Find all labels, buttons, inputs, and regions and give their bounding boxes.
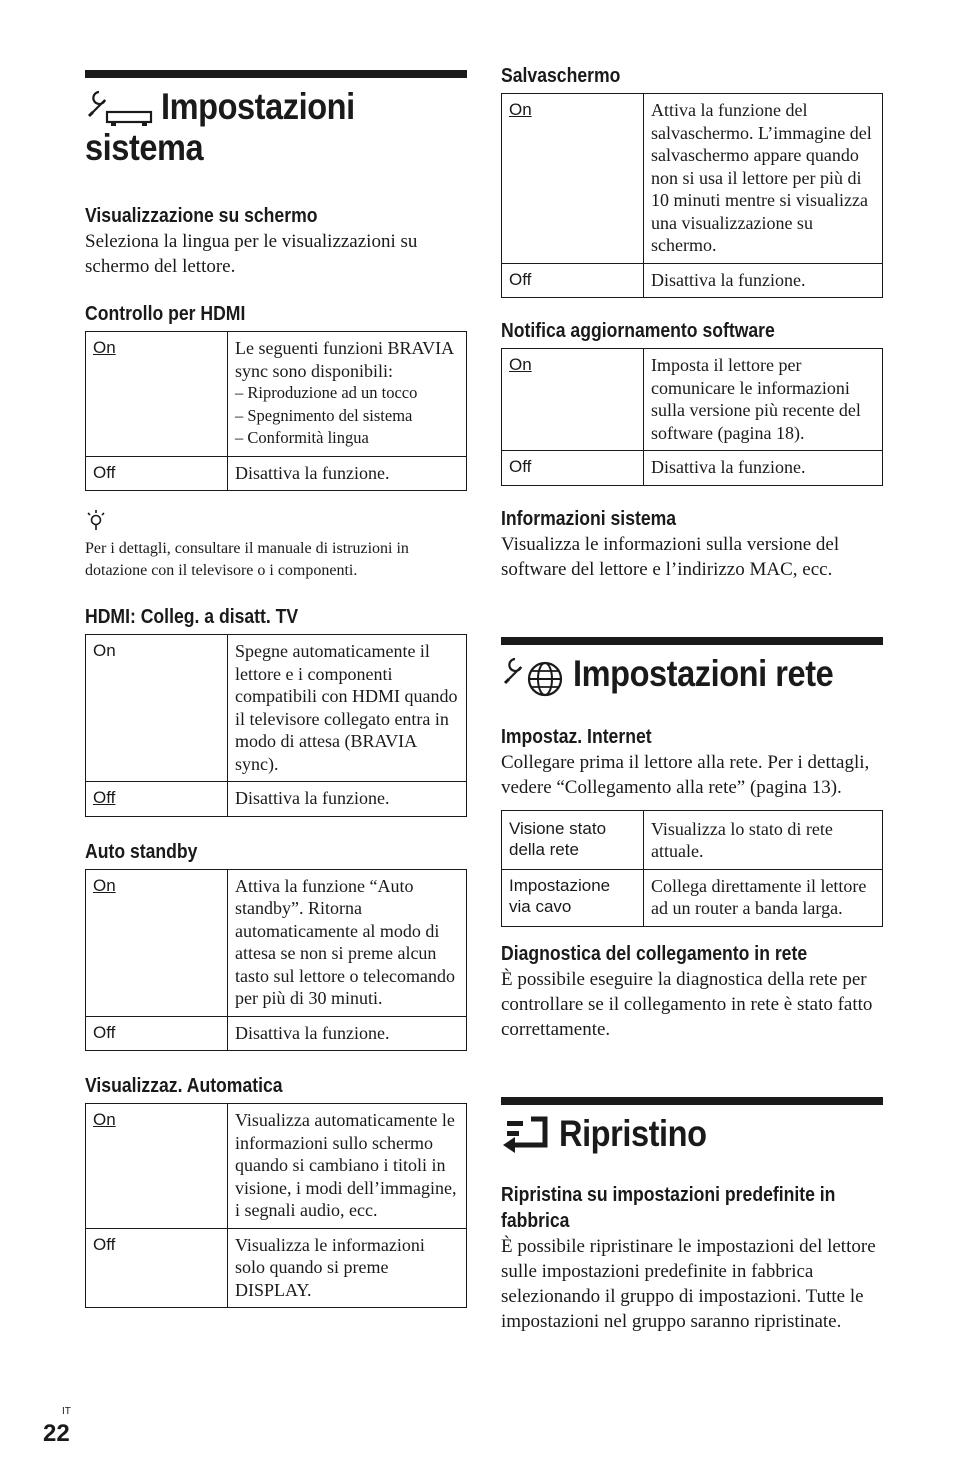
option-label: Off xyxy=(93,1022,116,1042)
table-row xyxy=(502,263,883,298)
section-bar xyxy=(501,1097,883,1105)
table-row xyxy=(86,1104,467,1229)
page-language: IT xyxy=(62,1406,71,1417)
option-desc: Visualizza le informazioni solo quando si preme DISPLAY. xyxy=(235,1234,425,1300)
hdmi-tv-off-heading: HDMI: Colleg. a disatt. TV xyxy=(85,606,299,628)
option-desc: Attiva la funzione “Auto standby”. Ritorna automaticamente al modo di attesa se non si preme alcun tasto sul lettore o telecomando per più di 30 minuti. xyxy=(235,875,455,1008)
option-label: Off xyxy=(93,462,116,482)
factory-heading: Ripristina su impostazioni predefinite in fabbrica xyxy=(501,1183,836,1232)
table-row xyxy=(86,782,467,817)
left-column xyxy=(85,70,467,1308)
auto-display-table xyxy=(85,1103,467,1308)
factory-text: È possibile ripristinare le impostazioni del lettore sulle impostazioni predefinite in fabbrica selezionando il gruppo di impostazioni. Tutte le impostazioni nel gruppo saranno ripristinate. xyxy=(501,1235,876,1332)
internet-heading: Impostaz. Internet xyxy=(501,725,652,748)
table-row xyxy=(86,332,467,457)
option-label: Visione stato della rete xyxy=(509,818,607,859)
list-item: – Spegnimento del sistema xyxy=(235,405,413,425)
option-desc: Disattiva la funzione. xyxy=(651,269,806,290)
option-desc: Attiva la funzione del salvaschermo. L’immagine del salvaschermo appare quando non si usa il lettore per più di 10 minuti mentre si visualizza una visualizzazione su schermo. xyxy=(651,100,872,255)
option-label: On xyxy=(93,1110,116,1129)
diagnostics-heading: Diagnostica del collegamento in rete xyxy=(501,942,808,965)
option-desc: Disattiva la funzione. xyxy=(235,788,390,808)
hdmi-control-heading: Controllo per HDMI xyxy=(85,303,246,325)
list-item: – Conformità lingua xyxy=(235,428,369,447)
option-desc: Collega direttamente il lettore ad un router a banda larga. xyxy=(651,875,867,918)
software-notify-table xyxy=(501,348,883,486)
option-desc: Visualizza lo stato di rete attuale. xyxy=(651,818,833,861)
option-label: On xyxy=(93,338,116,357)
option-label: On xyxy=(509,100,532,119)
tip-bulb-icon xyxy=(85,509,467,538)
table-row xyxy=(502,451,883,486)
option-desc: Imposta il lettore per comunicare le informazioni sulla versione più recente del software (pagina 18). xyxy=(651,355,861,443)
table-row xyxy=(502,94,883,264)
section-bar xyxy=(85,70,467,78)
option-desc: Disattiva la funzione. xyxy=(651,457,806,477)
diagnostics-text: È possibile eseguire la diagnostica della rete per controllare se il collegamento in rete è stato fatto correttamente. xyxy=(501,968,873,1040)
option-desc: Disattiva la funzione. xyxy=(235,462,390,483)
option-label: Impostazione via cavo xyxy=(509,875,611,916)
reset-title xyxy=(501,1111,883,1160)
option-label: Off xyxy=(509,457,532,476)
table-row xyxy=(86,1228,467,1308)
system-info-text: Visualizza le informazioni sulla versione del software del lettore e l’indirizzo MAC, ecc. xyxy=(501,533,840,580)
table-row xyxy=(86,456,467,491)
visualizzazione-text: Seleziona la lingua per le visualizzazioni su schermo del lettore. xyxy=(85,231,418,277)
table-row xyxy=(86,869,467,1016)
section-title-line1: Impostazioni xyxy=(161,86,355,127)
option-label: Off xyxy=(509,269,532,289)
table-row xyxy=(502,869,883,926)
auto-standby-heading: Auto standby xyxy=(85,840,198,863)
section-bar xyxy=(501,637,883,645)
option-label: On xyxy=(509,355,532,374)
option-desc: Visualizza automaticamente le informazioni sullo schermo quando si cambiano i titoli in visione, i modi dell’immagine, i segnali audio, ecc. xyxy=(235,1110,457,1220)
network-settings-title xyxy=(501,651,883,704)
option-desc: Le seguenti funzioni BRAVIA sync sono disponibili: xyxy=(235,338,454,381)
internet-table xyxy=(501,810,883,927)
option-label: On xyxy=(93,641,116,660)
internet-text: Collegare prima il lettore alla rete. Per i dettagli, vedere “Collegamento alla rete” (pagina 13). xyxy=(501,751,870,798)
table-row xyxy=(502,810,883,869)
page-number: 22 xyxy=(43,1420,70,1447)
option-label: On xyxy=(93,875,116,895)
visualizzazione-heading: Visualizzazione su schermo xyxy=(85,205,318,227)
tip-text: Per i dettagli, consultare il manuale di istruzioni in dotazione con il televisore o i componenti. xyxy=(85,540,409,579)
option-label: Off xyxy=(93,1234,116,1254)
table-row xyxy=(502,349,883,451)
system-info-heading: Informazioni sistema xyxy=(501,507,677,530)
list-item: – Riproduzione ad un tocco xyxy=(235,383,418,402)
wrench-globe-icon xyxy=(501,655,567,704)
auto-display-heading: Visualizzaz. Automatica xyxy=(85,1075,283,1097)
screensaver-heading: Salvaschermo xyxy=(501,65,621,87)
option-label: Off xyxy=(93,788,116,807)
option-desc: Disattiva la funzione. xyxy=(235,1022,390,1043)
section-title: Ripristino xyxy=(559,1112,707,1154)
section-title-line2: sistema xyxy=(85,127,204,168)
right-column xyxy=(501,63,883,1334)
option-desc: Spegne automaticamente il lettore e i componenti compatibili con HDMI quando il televisore collegato entra in modo di attesa (BRAVIA sync). xyxy=(235,641,458,774)
section-title: Impostazioni rete xyxy=(573,652,834,694)
software-notify-heading: Notifica aggiornamento software xyxy=(501,320,775,342)
auto-standby-table xyxy=(85,869,467,1052)
table-row xyxy=(86,1016,467,1051)
reset-icon xyxy=(501,1115,553,1160)
screensaver-table xyxy=(501,93,883,298)
hdmi-tv-off-table xyxy=(85,634,467,817)
hdmi-control-table xyxy=(85,331,467,491)
table-row xyxy=(86,635,467,782)
